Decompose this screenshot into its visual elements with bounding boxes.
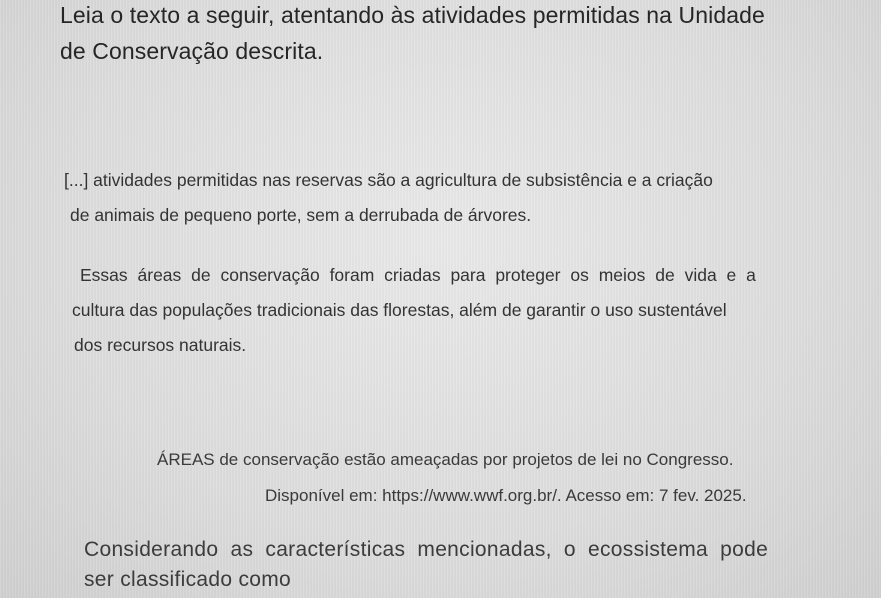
question-line-1: Considerando as características mencionadas, o ecossistema pode bbox=[84, 538, 769, 561]
source-citation: ÁREAS de conservação estão ameaçadas por projetos de lei no Congresso. bbox=[157, 450, 734, 469]
source-availability: Disponível em: https://www.wwf.org.br/. Acesso em: 7 fev. 2025. bbox=[265, 486, 747, 505]
paragraph-line-1: Essas áreas de conservação foram criadas para proteger os meios de vida e a bbox=[80, 265, 756, 285]
paragraph-line-2: cultura das populações tradicionais das florestas, além de garantir o uso sustentável bbox=[72, 300, 727, 320]
quote-line-1: [...] atividades permitidas nas reservas são a agricultura de subsistência e a criação bbox=[64, 170, 713, 190]
intro-line-2: de Conservação descrita. bbox=[60, 38, 324, 64]
intro-line-1: Leia o texto a seguir, atentando às atividades permitidas na Unidade bbox=[60, 2, 765, 28]
paragraph-line-3: dos recursos naturais. bbox=[74, 335, 247, 355]
quote-line-2: de animais de pequeno porte, sem a derrubada de árvores. bbox=[70, 205, 532, 225]
question-line-2: ser classificado como bbox=[84, 568, 292, 591]
